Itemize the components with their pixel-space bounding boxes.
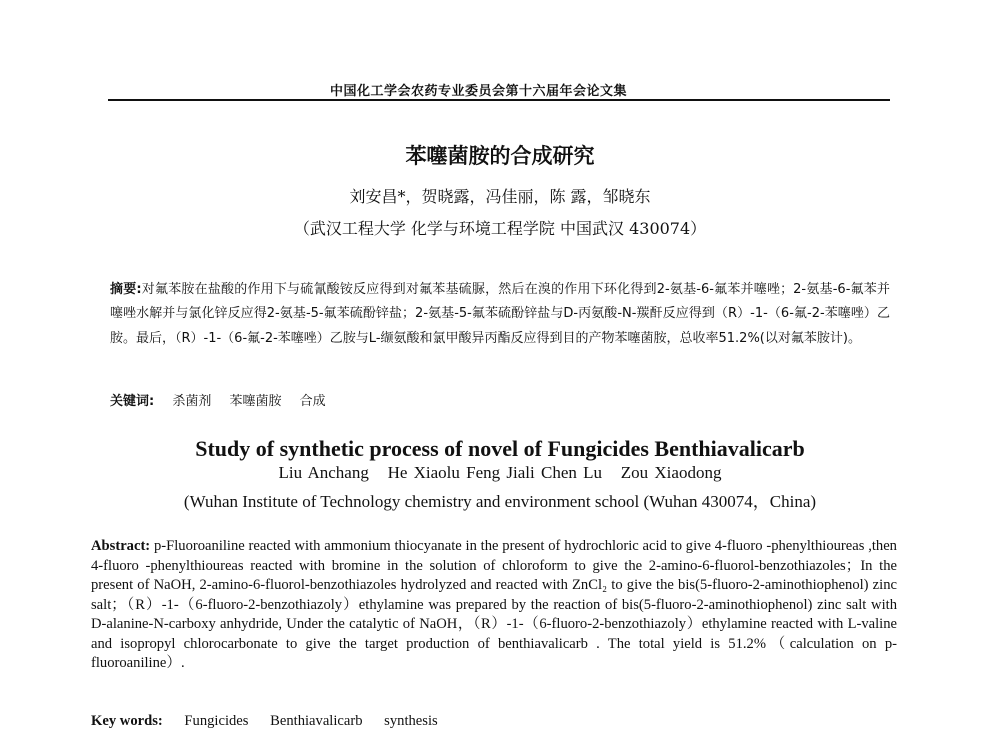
cn-keywords-label: 关键词: [110,394,155,409]
cn-keyword: 合成 [299,394,326,409]
en-keyword: Benthiavalicarb [270,713,363,729]
cn-authors: 刘安昌*，贺晓露，冯佳丽，陈 露，邹晓东 [349,187,651,206]
en-affiliation: (Wuhan Institute of Technology chemistry and environment school (Wuhan 430074，China) [183,492,817,511]
proceedings-title: 中国化工学会农药专业委员会第十六届年会论文集 [330,84,628,99]
cn-paper-title: 苯噻菌胺的合成研究 [405,144,595,168]
en-paper-title: Study of synthetic process of novel of Fungicides Benthiavalicarb [195,436,805,461]
cn-affiliation: （武汉工程大学 化学与环境工程学院 中国武汉 430074） [293,219,707,238]
cn-keywords [110,390,890,409]
en-keyword: synthesis [384,713,438,729]
en-keyword: Fungicides [184,713,249,729]
en-authors: Liu Anchang He Xiaolu Feng Jiali Chen Lu Zou Xiaodong [278,463,722,482]
cn-keyword: 苯噻菌胺 [229,394,282,409]
en-keywords [91,713,438,730]
cn-keyword: 杀菌剂 [172,394,212,409]
cn-abstract-text: 对氟苯胺在盐酸的作用下与硫氰酸铵反应得到对氟苯基硫脲，然后在溴的作用下环化得到2-氨基-6-氟苯并噻唑；2-氨基-6-氟苯并噻唑水解并与氯化锌反应得2-氨基-5-氟苯硫酚锌盐；2-氨基-5-氟苯硫酚锌盐与D-丙氨酸-N-羰酐反应得到（R）-1-（6-氟-2-苯噻唑）乙胺。最后，（R）-1-（6-氟-2-苯噻唑）乙胺与L-缬氨酸和氯甲酸异丙酯反应得到目的产物苯噻菌胺，总收率51.2%(以对氟苯胺计)。 [110,282,890,346]
cn-abstract-label: 摘要: [110,282,142,297]
cn-abstract [110,278,890,351]
en-abstract [91,537,897,674]
en-abstract-label: Abstract: [91,538,151,554]
en-keywords-label: Key words: [91,713,163,729]
header-rule [108,99,890,101]
en-abstract-text: p-Fluoroaniline reacted with ammonium thiocyanate in the present of hydrochloric acid to give 4-fluoro -phenylthioureas ,then 4-fluoro -phenylthioureas reacted with bromine in the solution of chloroform to give the 2-amino-6-fluorol-benzothiazoles；In the present of NaOH, 2-amino-6-fluorol-benzothiazoles hydrolyzed and reacted with ZnCl₂ to give the bis(5-fluoro-2-aminothiophenol) zinc salt；（R）-1-（6-fluoro-2-benzothiazoly）ethylamine was prepared by the reaction of bis(5-fluoro-2-aminothiophenol) zinc salt with D-alanine-N-carboxy anhydride, Under the catalytic of NaOH，（R）-1-（6-fluoro-2-benzothiazoly）ethylamine reacted with L-valine and isopropyl chlorocarbonate to give the target production of benthiavalicarb . The total yield is 51.2%（calculation on p-fluoroaniline）. [91,538,897,671]
